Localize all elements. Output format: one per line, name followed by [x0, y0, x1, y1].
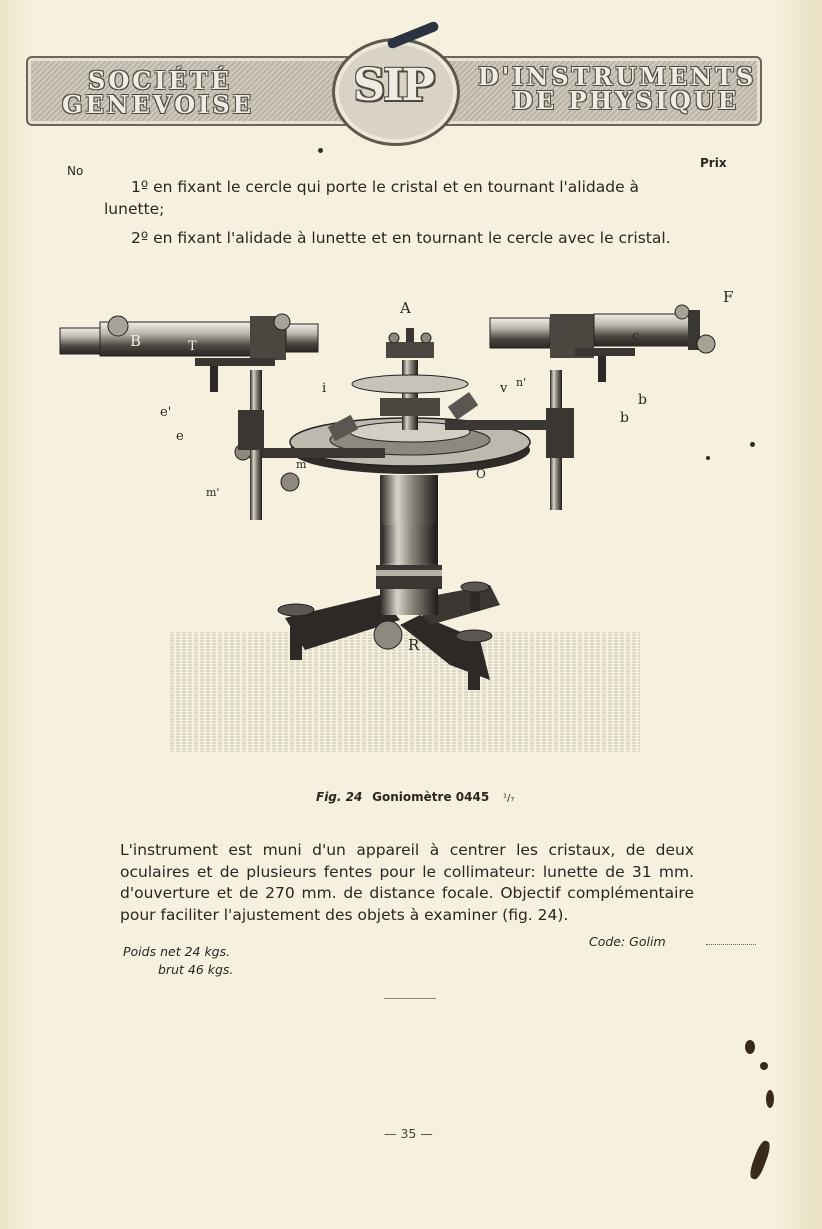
ink-blot [745, 1040, 755, 1054]
figure-label-e-prime: e' [160, 405, 172, 420]
figure-label-i: i [322, 381, 327, 396]
figure-label-v: v [500, 381, 508, 396]
figure-label-m: m [296, 458, 307, 471]
figure-label-T: T [188, 339, 197, 354]
instrument-description: L'instrument est muni d'un appareil à centrer les cristaux, de deux oculaires et de plusieurs fentes pour le collimateur: lunette de 31 mm. d'ouverture et de 270 mm. de distance focale. Objectif complémentaire pour faciliter l'ajustement des objets à examiner (fig. 24). [120, 841, 694, 924]
price-dot-leader [706, 936, 756, 945]
page-number: — 35 — [384, 1126, 433, 1141]
figure-label-m-prime: m' [206, 486, 220, 499]
ink-blot [760, 1062, 768, 1070]
figure-label-A: A [400, 299, 411, 317]
figure-label-b2: b [620, 410, 629, 426]
figure-label-n-prime: n' [516, 376, 527, 389]
ink-blot [750, 442, 755, 447]
ink-blot [766, 1090, 774, 1108]
goniometer-illustration [50, 280, 750, 770]
price-column-label: Prix [700, 156, 727, 170]
banner-right-line1: D'INSTRUMENTS [478, 62, 757, 91]
figure-label-F: F [723, 288, 734, 306]
figure-label-e: e [176, 429, 184, 444]
number-column-label: No [67, 164, 84, 178]
caption-scale: ¹/₇ [503, 793, 515, 804]
net-weight: Poids net 24 kgs. [123, 944, 231, 959]
ink-blot [706, 456, 710, 460]
intro-item-2: 2º en fixant l'alidade à lunette et en tournant le cercle avec le cristal. [131, 229, 671, 247]
ink-blot [748, 1139, 773, 1181]
figure-caption [316, 790, 514, 804]
figure-label-O: O [476, 467, 486, 481]
gross-weight: brut 46 kgs. [158, 962, 234, 977]
caption-fig-number: Fig. 24 [316, 790, 363, 804]
ink-blot [318, 148, 323, 153]
logo-text: SIP [353, 60, 433, 111]
figure-label-R: R [408, 636, 420, 654]
telegraph-code: Code: Golim [589, 934, 666, 949]
banner-right-line2: DE PHYSIQUE [512, 86, 740, 115]
figure-label-b1: b [638, 392, 647, 408]
figure-label-c: c [632, 329, 640, 344]
section-divider [384, 998, 436, 999]
caption-title: Goniomètre 0445 [372, 790, 490, 804]
banner-left-line1: SOCIÉTÉ [88, 66, 233, 95]
letterhead-banner [26, 38, 758, 142]
intro-item-1: 1º en fixant le cercle qui porte le cristal et en tournant l'alidade à lunette; [104, 178, 640, 218]
banner-left-line2: GENEVOISE [62, 90, 254, 119]
figure-label-B: B [130, 332, 142, 350]
